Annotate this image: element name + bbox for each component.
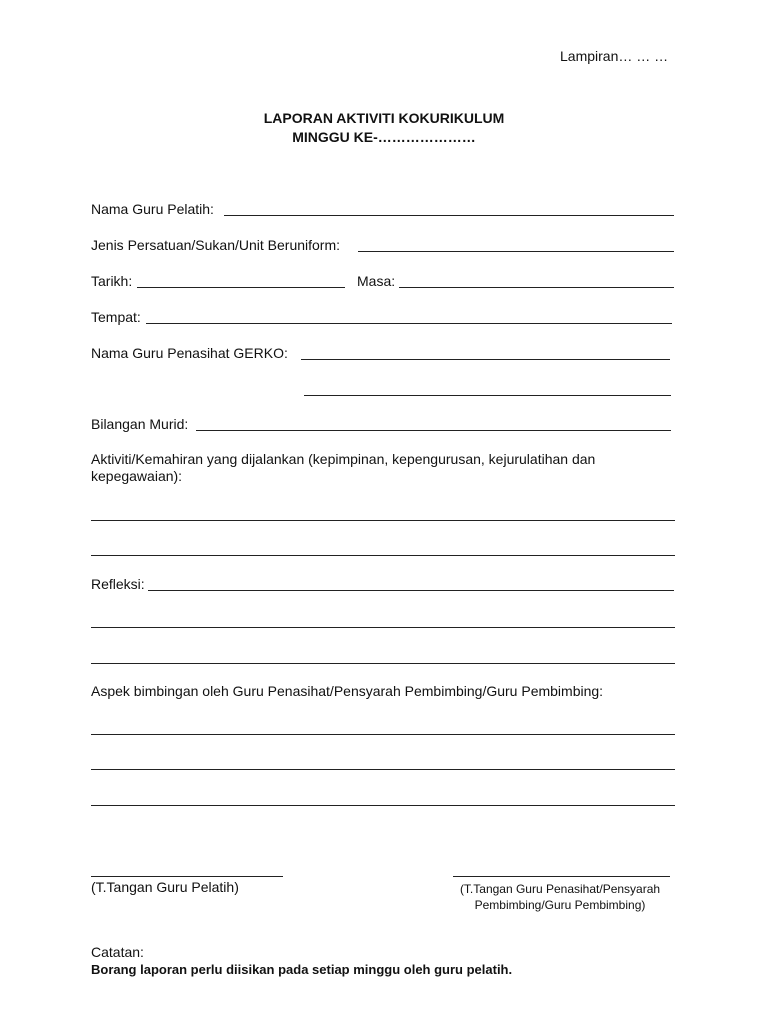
catatan-text: Borang laporan perlu diisikan pada setiap minggu oleh guru pelatih. xyxy=(91,962,513,977)
nama-guru-penasihat-label: Nama Guru Penasihat GERKO: xyxy=(91,345,288,361)
signature-label-guru-pelatih: (T.Tangan Guru Pelatih) xyxy=(91,879,239,895)
aspek-bimbingan-line-3[interactable] xyxy=(91,805,675,806)
nama-guru-pelatih-line[interactable] xyxy=(224,215,674,216)
signature-line-guru-penasihat[interactable] xyxy=(453,876,670,877)
refleksi-line-2[interactable] xyxy=(91,627,675,628)
lampiran-label: Lampiran… … … xyxy=(560,48,669,64)
jenis-persatuan-line[interactable] xyxy=(358,251,674,252)
aspek-bimbingan-line-2[interactable] xyxy=(91,769,675,770)
bilangan-murid-label: Bilangan Murid: xyxy=(91,416,189,432)
aktiviti-label: Aktiviti/Kemahiran yang dijalankan (kepimpinan, kepengurusan, kejurulatihan dan kepegawaian): xyxy=(91,451,596,484)
signature-label-guru-penasihat xyxy=(440,881,680,913)
nama-guru-penasihat-line-1[interactable] xyxy=(301,359,670,360)
signature-label-guru-penasihat-line-1: (T.Tangan Guru Penasihat/Pensyarah xyxy=(459,882,661,896)
signature-label-guru-penasihat-line-2: Pembimbing/Guru Pembimbing) xyxy=(474,898,646,912)
refleksi-line-3[interactable] xyxy=(91,663,675,664)
aspek-bimbingan-line-1[interactable] xyxy=(91,734,675,735)
form-week-title: MINGGU KE-………………… xyxy=(292,129,476,145)
refleksi-label: Refleksi: xyxy=(91,576,145,592)
masa-label: Masa: xyxy=(357,273,396,289)
aspek-bimbingan-label: Aspek bimbingan oleh Guru Penasihat/Pensyarah Pembimbing/Guru Pembimbing: xyxy=(91,683,604,699)
masa-line[interactable] xyxy=(399,287,674,288)
tempat-label: Tempat: xyxy=(91,309,141,325)
jenis-persatuan-label: Jenis Persatuan/Sukan/Unit Beruniform: xyxy=(91,237,341,253)
tarikh-line[interactable] xyxy=(137,287,345,288)
nama-guru-pelatih-label: Nama Guru Pelatih: xyxy=(91,201,214,217)
nama-guru-penasihat-line-2[interactable] xyxy=(304,395,671,396)
catatan-label: Catatan: xyxy=(91,944,144,960)
form-title: LAPORAN AKTIVITI KOKURIKULUM xyxy=(263,110,505,126)
aktiviti-line-1[interactable] xyxy=(91,520,675,521)
tarikh-label: Tarikh: xyxy=(91,273,133,289)
tempat-line[interactable] xyxy=(146,323,672,324)
refleksi-line-1[interactable] xyxy=(148,590,674,591)
signature-line-guru-pelatih[interactable] xyxy=(91,876,283,877)
aktiviti-line-2[interactable] xyxy=(91,555,675,556)
bilangan-murid-line[interactable] xyxy=(196,430,671,431)
